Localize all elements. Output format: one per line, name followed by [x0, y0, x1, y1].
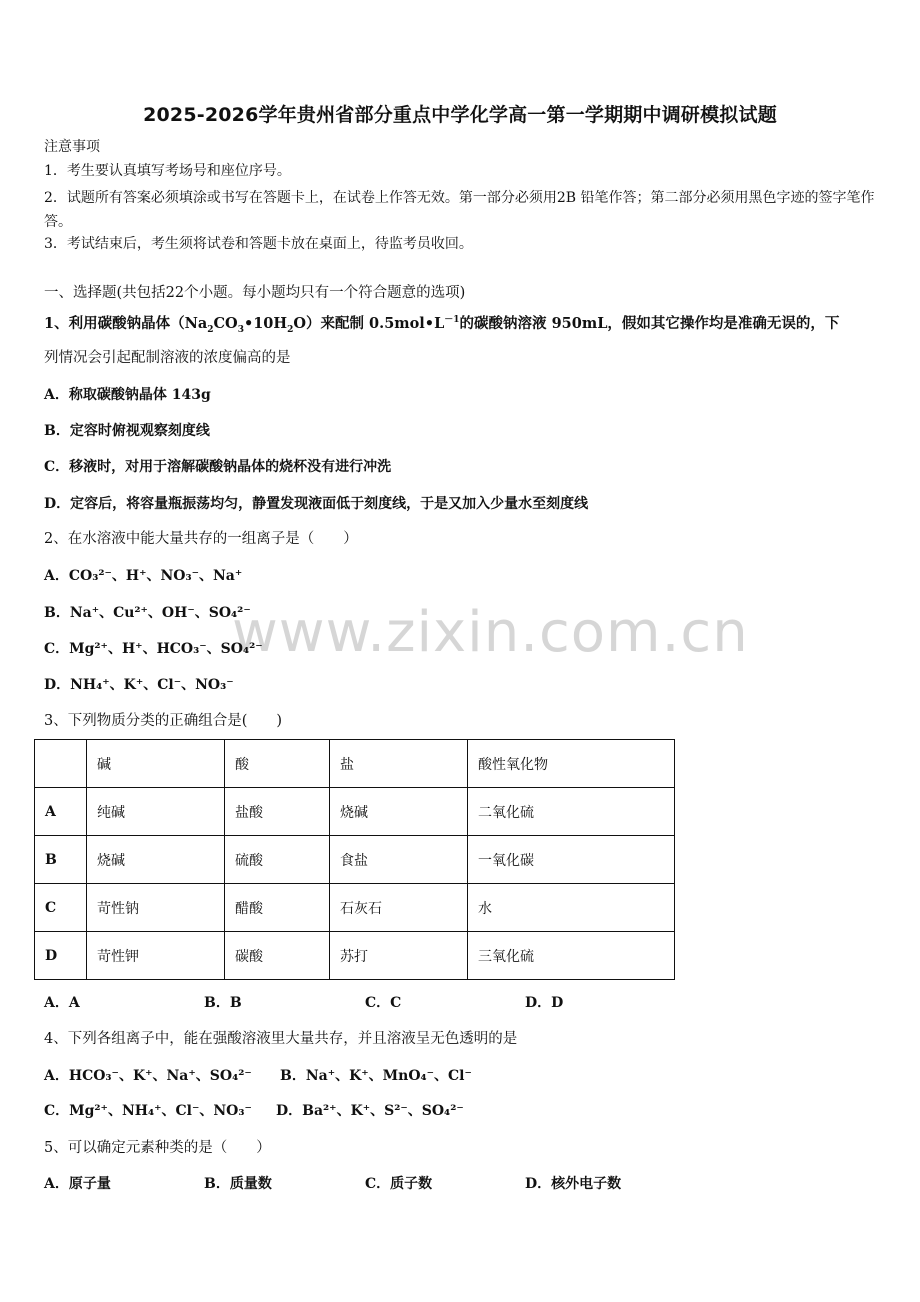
table-cell: 硫酸: [225, 836, 330, 884]
notice-heading: 注意事项: [44, 139, 100, 155]
q3-option-b: B．B: [204, 995, 242, 1011]
table-cell: 醋酸: [225, 884, 330, 932]
q1-sub-2: 3: [237, 324, 244, 335]
q1-sub-1: 2: [207, 324, 214, 335]
q1-text-e: •10H: [243, 315, 288, 332]
table-row: [35, 932, 675, 980]
q1-text-g: O）来配制 0.5mol•L: [293, 315, 445, 332]
table-header-row: [35, 740, 675, 788]
notice-item-3: 3．考试结束后，考生须将试卷和答题卡放在桌面上，待监考员收回。: [44, 236, 473, 252]
table-cell: 苏打: [330, 932, 468, 980]
q5-option-d: D．核外电子数: [525, 1176, 622, 1192]
table-cell: D: [35, 932, 87, 980]
q1-text-c: CO: [213, 315, 238, 332]
table-cell: 三氧化硫: [468, 932, 675, 980]
table-cell: 二氧化硫: [468, 788, 675, 836]
table-row: [35, 884, 675, 932]
q4-option-d: D．Ba²⁺、K⁺、S²⁻、SO₄²⁻: [276, 1103, 464, 1119]
q1-option-c: C．移液时，对用于溶解碳酸钠晶体的烧杯没有进行冲洗: [44, 459, 392, 475]
q4-option-c: C．Mg²⁺、NH₄⁺、Cl⁻、NO₃⁻: [44, 1103, 252, 1119]
table-row: [35, 836, 675, 884]
q5-option-b: B．质量数: [204, 1176, 272, 1192]
table-cell: 烧碱: [87, 836, 225, 884]
q3-option-c: C．C: [365, 995, 402, 1011]
table-header-cell: 碱: [87, 740, 225, 788]
q2-option-c: C．Mg²⁺、H⁺、HCO₃⁻、SO₄²⁻: [44, 641, 263, 657]
table-cell: 苛性钠: [87, 884, 225, 932]
q5-option-c: C．质子数: [365, 1176, 433, 1192]
classification-table: [34, 739, 675, 980]
table-cell: 水: [468, 884, 675, 932]
table-cell: 烧碱: [330, 788, 468, 836]
q1-text-i: 的碳酸钠溶液 950mL，假如其它操作均是准确无误的，下: [459, 315, 840, 332]
table-cell: A: [35, 788, 87, 836]
question-3-stem: 3、下列物质分类的正确组合是( ): [44, 713, 283, 729]
table-header-cell: 盐: [330, 740, 468, 788]
table-cell: C: [35, 884, 87, 932]
table-header-cell: 酸性氧化物: [468, 740, 675, 788]
table-header-cell: 酸: [225, 740, 330, 788]
q1-option-a: A．称取碳酸钠晶体 143g: [44, 387, 211, 403]
table-cell: B: [35, 836, 87, 884]
section-heading: 一、选择题(共包括22个小题。每小题均只有一个符合题意的选项): [44, 285, 466, 301]
q2-option-b: B．Na⁺、Cu²⁺、OH⁻、SO₄²⁻: [44, 605, 251, 621]
q4-option-a: A．HCO₃⁻、K⁺、Na⁺、SO₄²⁻: [44, 1068, 252, 1084]
table-row: [35, 788, 675, 836]
table-cell: 盐酸: [225, 788, 330, 836]
watermark: www.zixin.com.cn: [232, 600, 749, 665]
q1-option-d: D．定容后，将容量瓶振荡均匀，静置发现液面低于刻度线，于是又加入少量水至刻度线: [44, 496, 589, 512]
q4-option-b: B．Na⁺、K⁺、MnO₄⁻、Cl⁻: [280, 1068, 472, 1084]
q2-option-a: A．CO₃²⁻、H⁺、NO₃⁻、Na⁺: [44, 568, 243, 584]
question-4-stem: 4、下列各组离子中，能在强酸溶液里大量共存，并且溶液呈无色透明的是: [44, 1031, 518, 1047]
q5-option-a: A．原子量: [44, 1176, 111, 1192]
notice-item-1: 1．考生要认真填写考场号和座位序号。: [44, 163, 291, 179]
q3-option-a: A．A: [44, 995, 80, 1011]
question-5-stem: 5、可以确定元素种类的是（ ）: [44, 1140, 271, 1156]
table-cell: 碳酸: [225, 932, 330, 980]
question-2-stem: 2、在水溶液中能大量共存的一组离子是（ ）: [44, 531, 358, 547]
q1-option-b: B．定容时俯视观察刻度线: [44, 423, 210, 439]
q1-sup: －1: [444, 315, 460, 326]
table-cell: 苛性钾: [87, 932, 225, 980]
table-cell: 食盐: [330, 836, 468, 884]
page-title: 2025-2026学年贵州省部分重点中学化学高一第一学期期中调研模拟试题: [143, 104, 777, 126]
q1-text-a: 1、利用碳酸钠晶体（Na: [44, 315, 208, 332]
table-cell: 石灰石: [330, 884, 468, 932]
table-header-cell: [35, 740, 87, 788]
q1-sub-3: 2: [287, 324, 294, 335]
notice-item-2: 2．试题所有答案必须填涂或书写在答题卡上，在试卷上作答无效。第一部分必须用2B 铅笔作答；第二部分必须用黑色字迹的签字笔作答。: [44, 190, 875, 230]
question-1-stem: [44, 314, 839, 334]
table-cell: 一氧化碳: [468, 836, 675, 884]
question-1-stem-line2: 列情况会引起配制溶液的浓度偏高的是: [44, 350, 291, 366]
table-cell: 纯碱: [87, 788, 225, 836]
q3-option-d: D．D: [525, 995, 564, 1011]
q2-option-d: D．NH₄⁺、K⁺、Cl⁻、NO₃⁻: [44, 677, 234, 693]
